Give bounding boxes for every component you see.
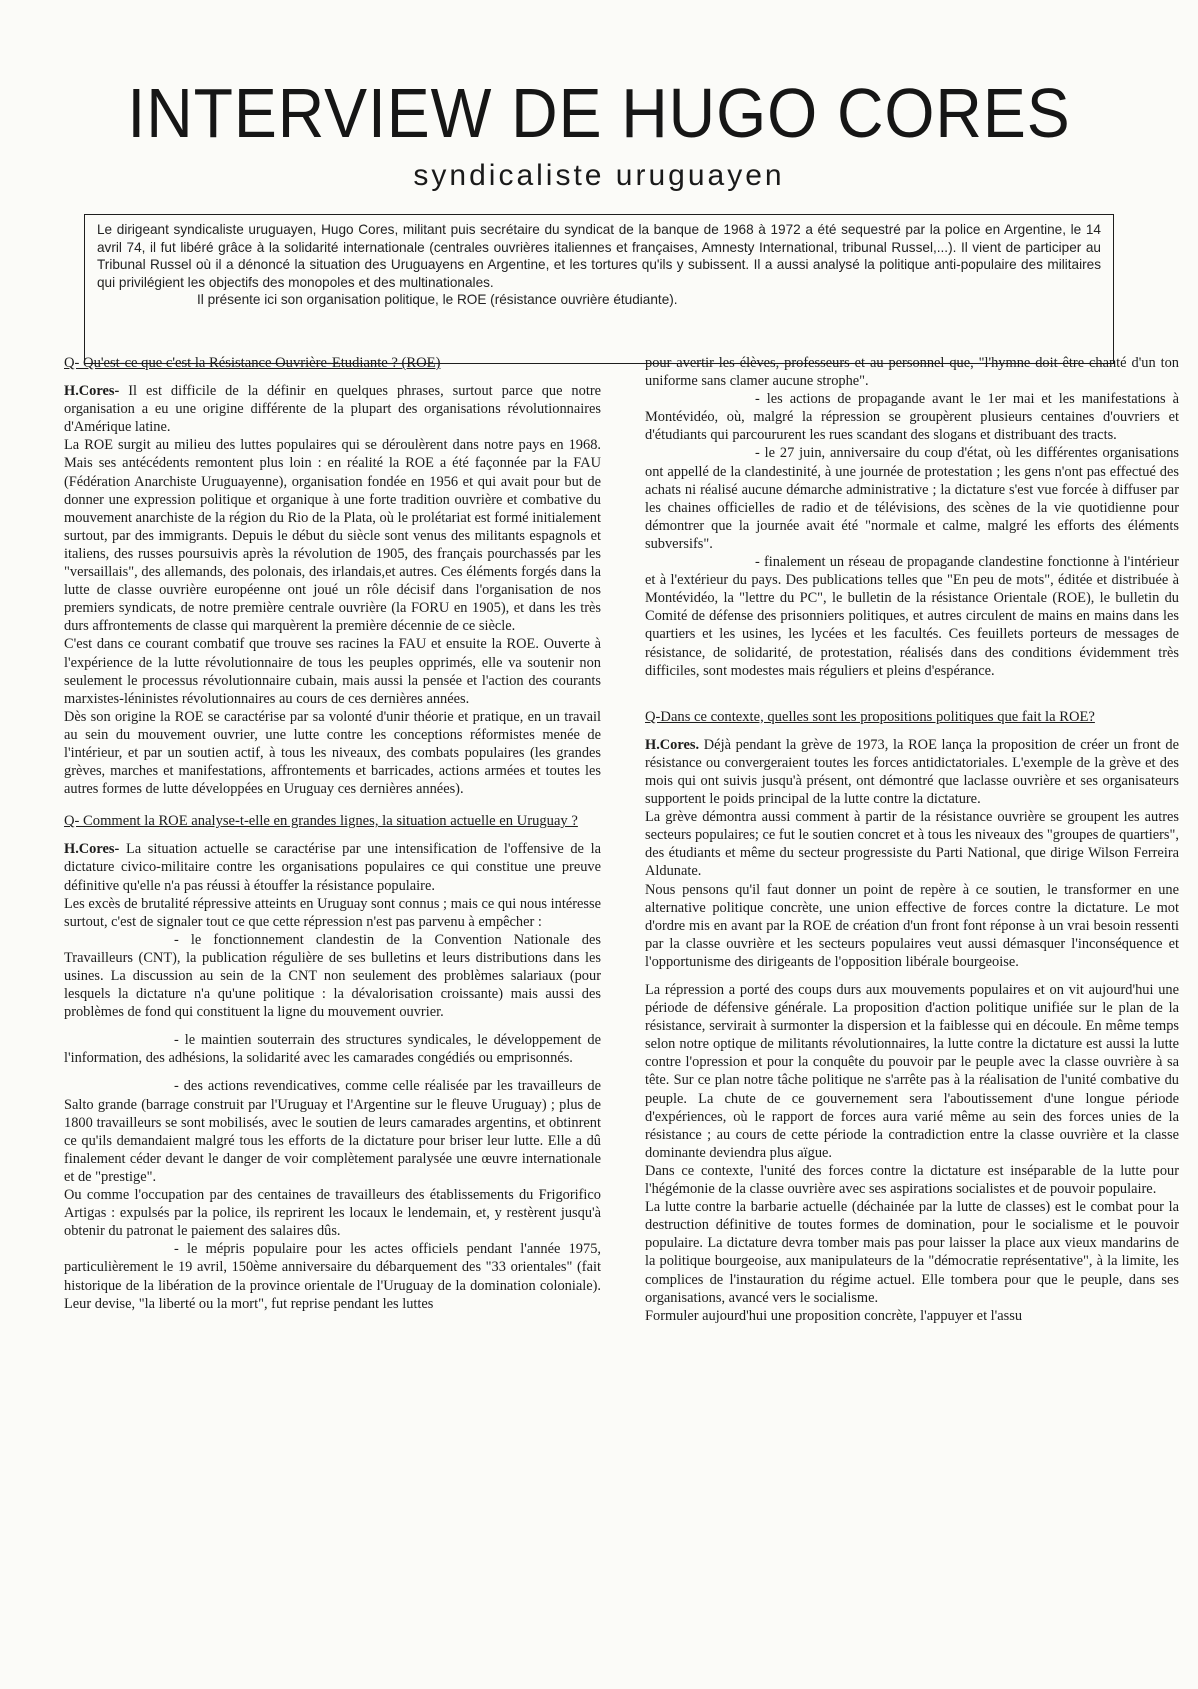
list-item: - finalement un réseau de propagande clandestine fonctionne à l'intérieur et à l'extérieur du pays. Des publications telles que "En peu de mots", éditée et distribuée à Montévidéo, la "lettre du PC", le bulletin de la résistance Orientale (ROE), le bulletin du Comité de défense des prisonniers politiques, et autres circulent de mains en mains dans les quartiers et les usines, les lycées et les facultés. Ces feuillets porteurs de messages de résistance, de solidarité, de protestation, réalisés dans des conditions évidemment très difficiles, sont modestes mais réguliers et pleins d'espérance. [645,554,1179,679]
answer-2-paragraph [64,840,601,894]
answer-3-paragraph [645,736,1179,808]
intro-text: Le dirigeant syndicaliste uruguayen, Hugo Cores, militant puis secrétaire du syndicat de la banque de 1968 à 1972 a été sequestré par la police en Argentine, le 14 avril 74, il fut libéré grâce à la solidarité internationale (centrales ouvrières italiennes et françaises, Amnesty International, tribunal Russel,...). Il vient de participer au Tribunal Russel où il a dénoncé la situation des Uruguayens en Argentine, et les tortures qu'ils y subissent. Il a aussi analysé la politique anti-populaire des militaires qui privilégient les objectifs des monopoles et des multinationales. [97,222,1101,290]
article-title: INTERVIEW DE HUGO CORES [127,74,1071,152]
intro-box [84,214,1114,364]
question-3: Q-Dans ce contexte, quelles sont les propositions politiques que fait la ROE? [645,708,1095,725]
paragraph: Dès son origine la ROE se caractérise par sa volonté d'unir théorie et pratique, en un travail au sein du mouvement ouvrier, une lutte contre les conceptions réformistes menée de l'intérieur, et par un soutien actif, à tous les niveaux, des combats populaires (les grandes grèves, marches et manifestations, affrontements et barricades, actions armées et toutes les autres formes de lutte développées en Uruguay ces dernières années). [64,708,601,798]
spacer [645,680,1179,708]
paragraph: C'est dans ce courant combatif que trouve ses racines la FAU et ensuite la ROE. Ouverte à l'expérience de la lutte révolutionnaire de tous les peuples opprimés, elle va soutenir non seulement le processus révolutionnaire cubain, mais aussi la pensée et l'action des courants marxistes-léninistes révolutionnaires au cours de ces dernières années. [64,636,601,707]
list-item: - le maintien souterrain des structures syndicales, le développement de l'information, des adhésions, la solidarité avec les camarades congédiés ou emprisonnés. [64,1032,601,1067]
answer-1-paragraph [64,382,601,436]
paragraph: Formuler aujourd'hui une proposition concrète, l'appuyer et l'assu [645,1307,1023,1324]
question-2: Q- Comment la ROE analyse-t-elle en grandes lignes, la situation actuelle en Uruguay ? [64,813,578,830]
list-item: - le 27 juin, anniversaire du coup d'état, où les différentes organisations ont appellé de la clandestinité, à une journée de protestation ; les gens n'ont pas effectué des achats ni réalisé aucune démarche administrative ; la dictature s'est vue forcée à diffuser par les chaines officielles de radio et de télévisions, des scènes de la vie quotidienne pour démontrer que la journée avait été "normale et calme, malgré les efforts des éléments subversifs". [645,445,1179,552]
paragraph: Dans ce contexte, l'unité des forces contre la dictature est inséparable de la lutte pour l'hégémonie de la classe ouvrière avec ses aspirations socialistes et de pouvoir populaire. [645,1162,1179,1198]
speaker-label: H.Cores- [64,383,120,400]
left-column [64,354,601,1684]
article-subtitle: syndicaliste uruguayen [413,159,785,192]
list-item: - des actions revendicatives, comme celle réalisée par les travailleurs de Salto grande (barrage construit par l'Uruguay et l'Argentine sur le fleuve Uruguay) ; plus de 1800 travailleurs se sont mobilisés, avec le soutien de leurs camarades argentins, et obtinrent ce qu'ils demandaient malgré tous les efforts de la dictature pour briser leur lutte. Elle a dû finalement céder devant le danger de voir complètement paralysée une œuvre internationale et de "prestige". [64,1078,601,1185]
paragraph: La répression a porté des coups durs aux mouvements populaires et on vit aujourd'hui une période de défensive générale. La proposition d'action politique unifiée sur le plan de la résistance, servirait à surmonter la dispersion et la faiblesse qui en découle. En même temps selon notre optique de militants révolutionnaires, la lutte contre la dictature est aussi la lutte contre l'opression et pour la conquête du pouvoir par le peuple avec la classe ouvrière à sa tête. Sur ce plan notre tâche politique ne s'arrête pas à la réalisation de l'unité combative du peuple. La chute de ce gouvernement sera l'aboutissement d'une longue période d'expériences, où le rapport de forces aura varié même au sein des forces unies de la résistance ; au cours de cette période la contradiction entre la classe ouvrière et la classe dominante deviendra plus aïgue. [645,982,1179,1161]
paragraph: La grève démontra aussi comment à partir de la résistance ouvrière se groupent les autres secteurs populaires; ce fut le soutien concret et à tous les niveaux des "groupes de quartiers", des étudiants et même du secteur progressiste du Parti National, que dirige Wilson Ferreira Aldunate. [645,809,1179,880]
paragraph: La lutte contre la barbarie actuelle (déchainée par la lutte de classes) est le combat pour la destruction définitive de toutes formes de domination, pour le socialisme et le pouvoir populaire. La dictature devra tomber mais pas pour laisser la place aux vieux mandarins de la politique bourgeoise, aux manipulateurs de la "démocratie représentative", à la limite, les complices de l'instauration du régime actuel. Elle tombera pour que le peuple, dans ses organisations, avancé vers le socialisme. [645,1199,1179,1306]
list-item: - le mépris populaire pour les actes officiels pendant l'année 1975, particulièrement le 19 avril, 150ème anniversaire du débarquement des "33 orientales" (fait historique de la libération de la province orientale de l'Uruguay de la domination coloniale). Leur devise, "la liberté ou la mort", fut reprise pendant les luttes [64,1241,601,1312]
paragraph: Nous pensons qu'il faut donner un point de repère à ce soutien, le transformer en une alternative politique concrète, une union effective de forces contre la dictature. Le mot d'ordre mis en avant par la ROE de création d'un front font réponse à un vrai besoin ressenti par la classe ouvrière et les secteurs populaires veut aussi démasquer l'inconséquence et l'opportunisme des dirigeants de l'opposition libérale bourgeoise. [645,881,1179,970]
answer-2-text: La situation actuelle se caractérise par une intensification de l'offensive de la dictature civico-militaire contre les organisations populaires ce qui constitue une preuve définitive qu'elle n'a pas réussi à étouffer la résistance populaire. [64,841,601,894]
list-item: - les actions de propagande avant le 1er mai et les manifestations à Montévidéo, où, malgré la répression se groupèrent plusieurs centaines d'ouvriers et d'étudiants qui parcoururent les rues scandant des slogans et distribuant des tracts. [645,391,1179,444]
speaker-label: H.Cores. [645,736,700,753]
paragraph: Ou comme l'occupation par des centaines de travailleurs des établissements du Frigorifico Artigas : expulsés par la police, ils reprirent les locaux le lendemain, et, y restèrent jusqu'à obtenir du patronat le paiement des salaires dûs. [64,1187,601,1240]
right-column [645,354,1179,1684]
answer-3-text: Déjà pendant la grève de 1973, la ROE lança la proposition de créer un front de résistance ou convergeraient toutes les forces antidictatoriales. L'exemple de la grève et des mois qui ont suivis jusqu'à présent, ont démontré que laclasse ouvrière et ses organisateurs supportent le poids principal de la lutte contre la dictature. [645,736,1179,808]
paragraph: Les excès de brutalité répressive atteints en Uruguay sont connus ; mais ce qui nous intéresse surtout, c'est de signaler tout ce que cette répression n'est pas parvenu à empêcher : [64,895,601,930]
answer-1-text: Il est difficile de la définir en quelques phrases, surtout parce que notre organisation a eu une origine différente de la plupart des organisations révolutionnaires d'Amérique latine. [64,383,601,436]
question-1: Q- Qu'est-ce que c'est la Résistance Ouvrière-Etudiante ? (ROE) [64,355,441,371]
list-item: - le fonctionnement clandestin de la Convention Nationale des Travailleurs (CNT), la publication régulière de ses bulletins et leurs distributions dans les usines. La discussion au sein de la CNT non seulement des problèmes salariaux (pour lesquels la dictature n'a qu'une politique : la dévalorisation croissante) mais aussi des problèmes de fond qui constituent la ligne du mouvement ouvrier. [64,931,601,1021]
paragraph: pour avertir les élèves, professeurs et au personnel que, "l'hymne doit être chanté d'un ton uniforme sans clamer aucune strophe". [645,355,1179,390]
speaker-label: H.Cores- [64,841,120,858]
spacer [64,798,601,812]
intro-closing: Il présente ici son organisation politique, le ROE (résistance ouvrière étudiante). [197,292,678,308]
paragraph: La ROE surgit au milieu des luttes populaires qui se déroulèrent dans notre pays en 1968. Mais ses antécédents remontent plus loin : en réalité la ROE a été façonnée par la FAU (Fédération Anarchiste Uruguayenne), organisation fondée en 1956 et qui avait pour but de donner une expression politique et organique à une forte tradition ouvrière et combative du mouvement anarchiste de la région du Rio de la Plata, où le prolétariat est formé initialement surtout, par des immigrants. Depuis le début du siècle sont venus des militants espagnols et italiens, des russes poursuivis après la révolution de 1905, des français pourchassés par les "versaillais", des allemands, des polonais, des irlandais,et autres. Ces éléments forgés dans la lutte de classe ouvrière européenne ont joué un rôle décisif dans l'organisation de nos premiers syndicats, de notre première centrale ouvrière (la FORU en 1905), et dans les très durs affrontements de classe qui marquèrent la première décennie de ce siècle. [64,437,601,635]
